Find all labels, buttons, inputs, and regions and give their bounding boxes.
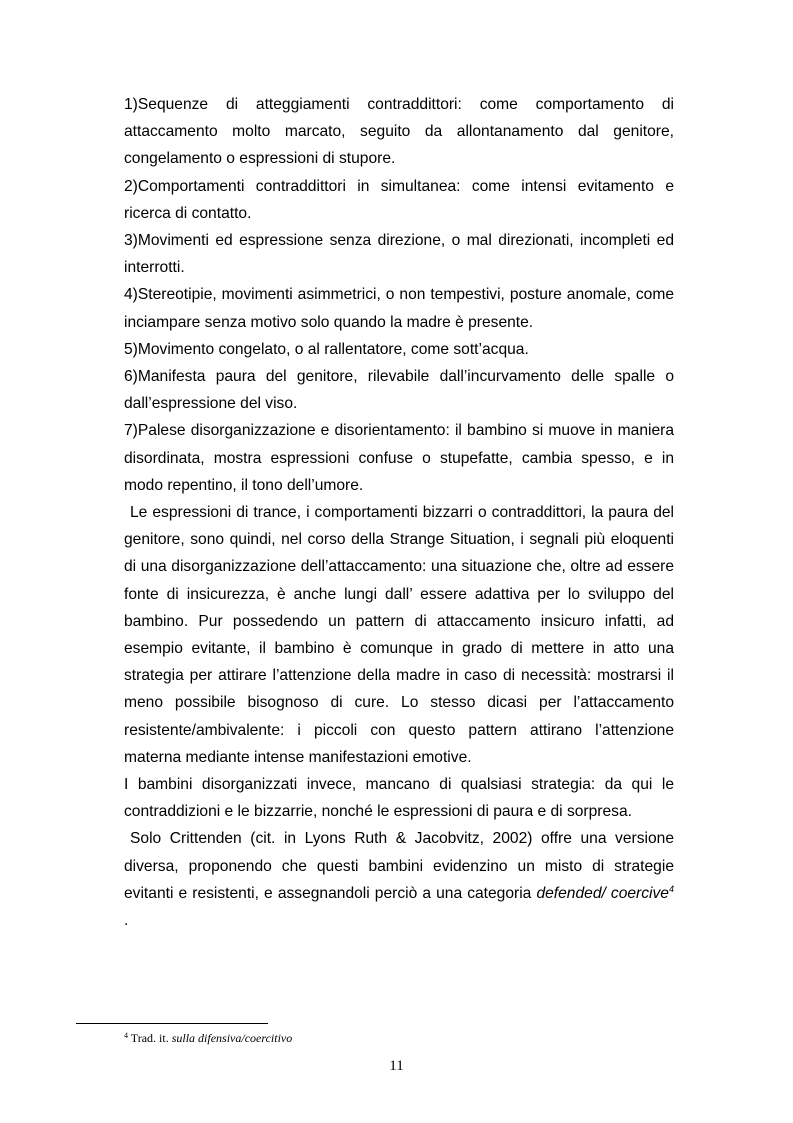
paragraph-strange-situation: Le espressioni di trance, i comportamenti bizzarri o contraddittori, la paura del genitore, sono quindi, nel corso della Strange Situation, i segnali più eloquenti di una disorganizzazione dell’attaccamento: una situazione che, oltre ad essere fonte di insicurezza, è anche lungi dall’ essere adattiva per lo sviluppo del bambino. Pur possedendo un pattern di attaccamento insicuro infatti, ad esempio evitante, il bambino è comunque in grado di mettere in atto una strategia per attirare l’attenzione della madre in caso di necessità: mostrarsi il meno possibile bisognoso di cure. Lo stesso dicasi per l’attaccamento resistente/ambivalente: i piccoli con questo pattern attirano l’attenzione materna mediante intense manifestazioni emotive. <box>124 504 674 766</box>
list-item-5: 5)Movimento congelato, o al rallentatore, come sott’acqua. <box>124 340 529 358</box>
crittenden-text: Solo Crittenden (cit. in Lyons Ruth & Jacobvitz, 2002) offre una versione diversa, proponendo che questi bambini evidenzino un misto di strategie evitanti e resistenti, e assegnandoli perciò a una categoria <box>124 830 674 902</box>
defended-coercive-term: defended/ coercive <box>536 884 669 902</box>
footnote-marker: 4 <box>124 1031 128 1040</box>
footnote-prefix: Trad. it. <box>130 1031 172 1045</box>
page-number: 11 <box>389 1058 404 1074</box>
paragraph-crittenden <box>124 825 674 934</box>
list-item-7: 7)Palese disorganizzazione e disorientamento: il bambino si muove in maniera disordinata, mostra espressioni confuse o stupefatte, cambia spesso, e in modo repentino, il tono dell’umore. <box>124 422 674 494</box>
footnote-translation: sulla difensiva/coercitivo <box>171 1031 293 1045</box>
footnote-divider <box>76 1023 268 1024</box>
paragraph-disorganized: I bambini disorganizzati invece, mancano di qualsiasi strategia: da qui le contraddizioni e le bizzarrie, nonché le espressioni di paura e di sorpresa. <box>124 776 674 821</box>
crittenden-end: . <box>124 912 129 930</box>
footnote-reference[interactable]: 4 <box>668 883 674 894</box>
body-text <box>124 91 674 934</box>
list-item-1: 1)Sequenze di atteggiamenti contraddittori: come comportamento di attaccamento molto marcato, seguito da allontanamento dal genitore, congelamento o espressioni di stupore. <box>124 96 674 168</box>
list-item-6: 6)Manifesta paura del genitore, rilevabile dall’incurvamento delle spalle o dall’espressione del viso. <box>124 368 674 413</box>
list-item-4: 4)Stereotipie, movimenti asimmetrici, o non tempestivi, posture anomale, come inciampare senza motivo solo quando la madre è presente. <box>124 286 674 331</box>
footnote <box>124 1030 292 1046</box>
list-item-2: 2)Comportamenti contraddittori in simultanea: come intensi evitamento e ricerca di contatto. <box>124 177 674 222</box>
list-item-3: 3)Movimenti ed espressione senza direzione, o mal direzionati, incompleti ed interrotti. <box>124 232 674 277</box>
